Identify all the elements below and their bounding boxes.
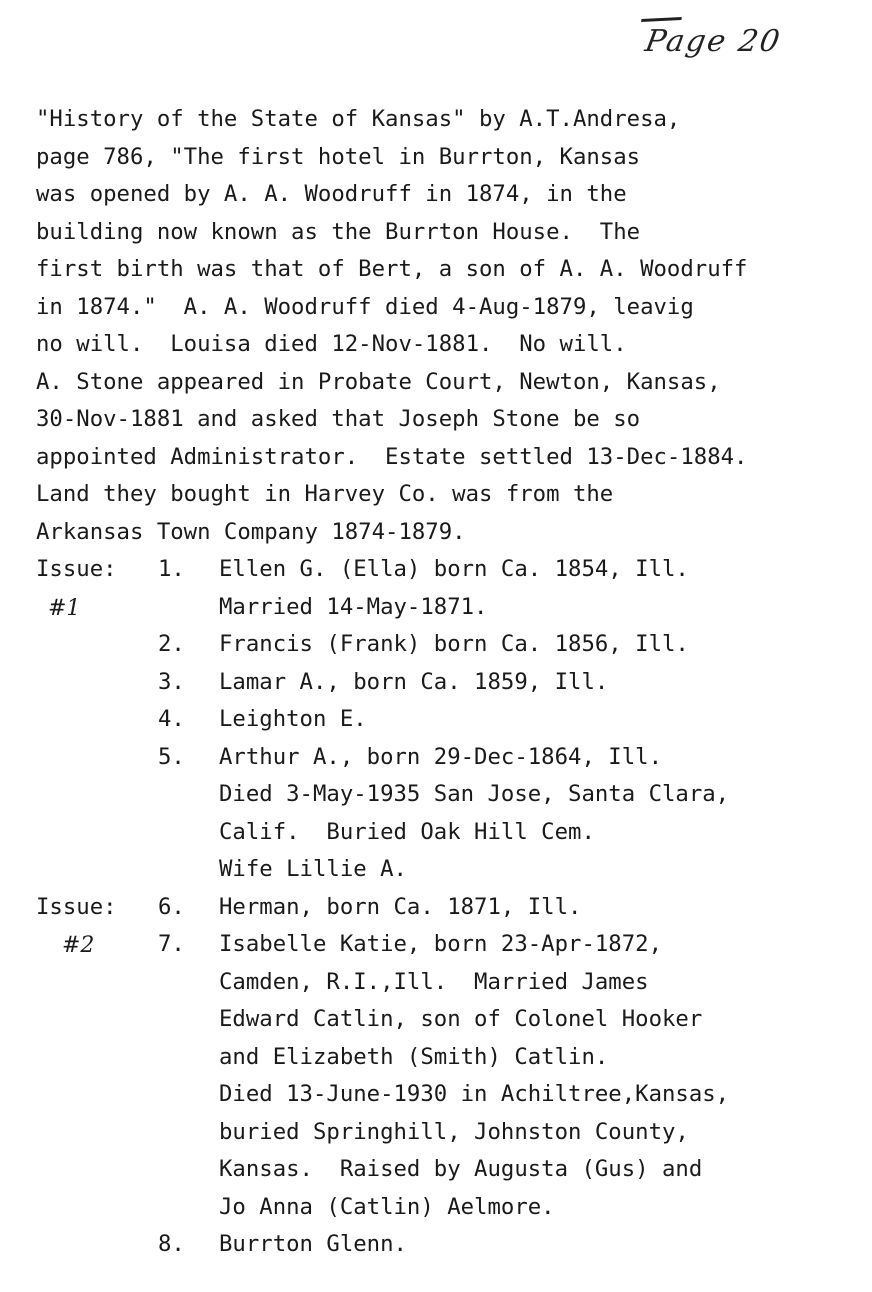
child-entry-line: Herman, born Ca. 1871, Ill. <box>219 893 582 920</box>
child-entry-line: Edward Catlin, son of Colonel Hooker <box>219 1006 703 1032</box>
issue-group-number: #2 <box>62 933 95 958</box>
child-entry-line: Arthur A., born 29-Dec-1864, Ill. <box>219 743 662 770</box>
paragraph-line: appointed Administrator. Estate settled 13-Dec-1884. <box>36 443 748 470</box>
issue-label: Issue: <box>36 556 117 582</box>
page-number-text: Page 20 <box>642 24 785 59</box>
child-entry-line: Wife Lillie A. <box>219 856 407 882</box>
paragraph-line: 30-Nov-1881 and asked that Joseph Stone be so <box>36 406 641 432</box>
child-entry-line: Isabelle Katie, born 23-Apr-1872, <box>219 931 662 957</box>
child-entry-line: Jo Anna (Catlin) Aelmore. <box>219 1193 555 1220</box>
paragraph-line: no will. Louisa died 12-Nov-1881. No will. <box>36 331 627 357</box>
paragraph-line: building now known as the Burrton House. The <box>36 218 641 245</box>
paragraph-line: was opened by A. A. Woodruff in 1874, in the <box>36 181 627 207</box>
child-number: 5. <box>158 743 185 770</box>
issue-label: Issue: <box>36 893 117 920</box>
child-number: 8. <box>158 1231 185 1257</box>
child-number: 7. <box>158 931 185 957</box>
child-number: 2. <box>158 631 185 657</box>
paragraph-line: first birth was that of Bert, a son of A. A. Woodruff <box>36 256 748 282</box>
child-entry-line: Kansas. Raised by Augusta (Gus) and <box>219 1156 703 1182</box>
paragraph-line: Land they bought in Harvey Co. was from the <box>36 481 614 507</box>
child-number: 6. <box>158 893 185 920</box>
paragraph-line: "History of the State of Kansas" by A.T.Andresa, <box>36 106 681 132</box>
child-entry-line: Calif. Buried Oak Hill Cem. <box>219 818 595 845</box>
child-entry-line: buried Springhill, Johnston County, <box>219 1118 689 1145</box>
child-entry-line: Francis (Frank) born Ca. 1856, Ill. <box>219 631 689 657</box>
child-entry-line: Ellen G. (Ella) born Ca. 1854, Ill. <box>219 556 689 582</box>
paragraph-line: A. Stone appeared in Probate Court, Newton, Kansas, <box>36 368 721 395</box>
child-entry-line: Camden, R.I.,Ill. Married James <box>219 968 649 995</box>
child-entry-line: Died 13-June-1930 in Achiltree,Kansas, <box>219 1081 730 1107</box>
child-number: 1. <box>158 556 185 582</box>
child-entry-line: Married 14-May-1871. <box>219 593 488 620</box>
paragraph-line: Arkansas Town Company 1874-1879. <box>36 518 466 545</box>
pen-stroke <box>641 17 682 22</box>
child-number: 3. <box>158 668 185 695</box>
paragraph-line: in 1874." A. A. Woodruff died 4-Aug-1879, leavig <box>36 293 694 320</box>
child-entry-line: Died 3-May-1935 San Jose, Santa Clara, <box>219 781 730 807</box>
child-entry-line: Lamar A., born Ca. 1859, Ill. <box>219 668 609 695</box>
handwritten-page-number <box>628 14 837 64</box>
child-number: 4. <box>158 706 185 732</box>
child-entry-line: and Elizabeth (Smith) Catlin. <box>219 1043 609 1070</box>
child-entry-line: Burrton Glenn. <box>219 1231 407 1257</box>
issue-group-number: #1 <box>48 595 81 621</box>
paragraph-line: page 786, "The first hotel in Burrton, Kansas <box>36 143 641 170</box>
child-entry-line: Leighton E. <box>219 706 367 732</box>
